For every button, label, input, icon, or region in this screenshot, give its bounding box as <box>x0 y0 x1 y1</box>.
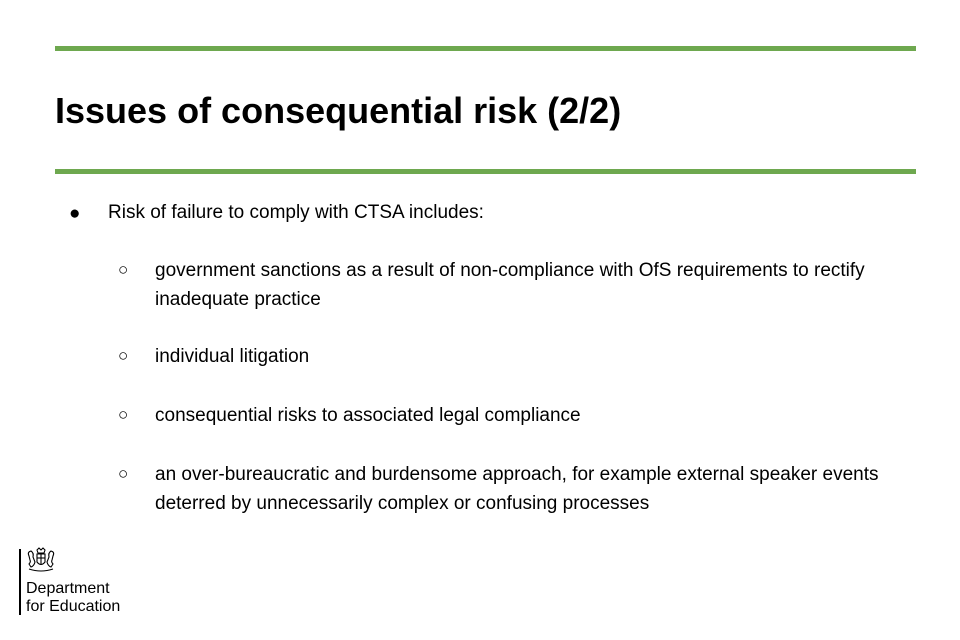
sub-bullet-text: an over-bureaucratic and burdensome approach, for example external speaker events deterred by unnecessarily complex or confusing processes <box>155 464 879 514</box>
sub-bullet-text: individual litigation <box>155 346 310 367</box>
hollow-circle-bullet-icon: ○ <box>118 464 129 483</box>
filled-circle-bullet-icon: ● <box>69 203 81 224</box>
title-underline-rule <box>55 169 916 174</box>
royal-coat-of-arms-icon <box>25 547 57 573</box>
logo-text-line2: for Education <box>26 598 121 615</box>
slide-title: Issues of consequential risk (2/2) <box>55 90 622 131</box>
hollow-circle-bullet-icon: ○ <box>118 346 129 365</box>
top-accent-rule <box>55 46 916 51</box>
logo-text-line1: Department <box>26 580 110 597</box>
hollow-circle-bullet-icon: ○ <box>118 405 129 424</box>
department-for-education-logo <box>19 547 159 617</box>
hollow-circle-bullet-icon: ○ <box>118 260 129 279</box>
sub-bullet-text: consequential risks to associated legal compliance <box>155 405 581 426</box>
sub-bullet-text: government sanctions as a result of non-compliance with OfS requirements to rectify inadequate practice <box>155 260 865 310</box>
bullet-text: Risk of failure to comply with CTSA includes: <box>108 202 484 223</box>
logo-divider <box>19 549 21 615</box>
